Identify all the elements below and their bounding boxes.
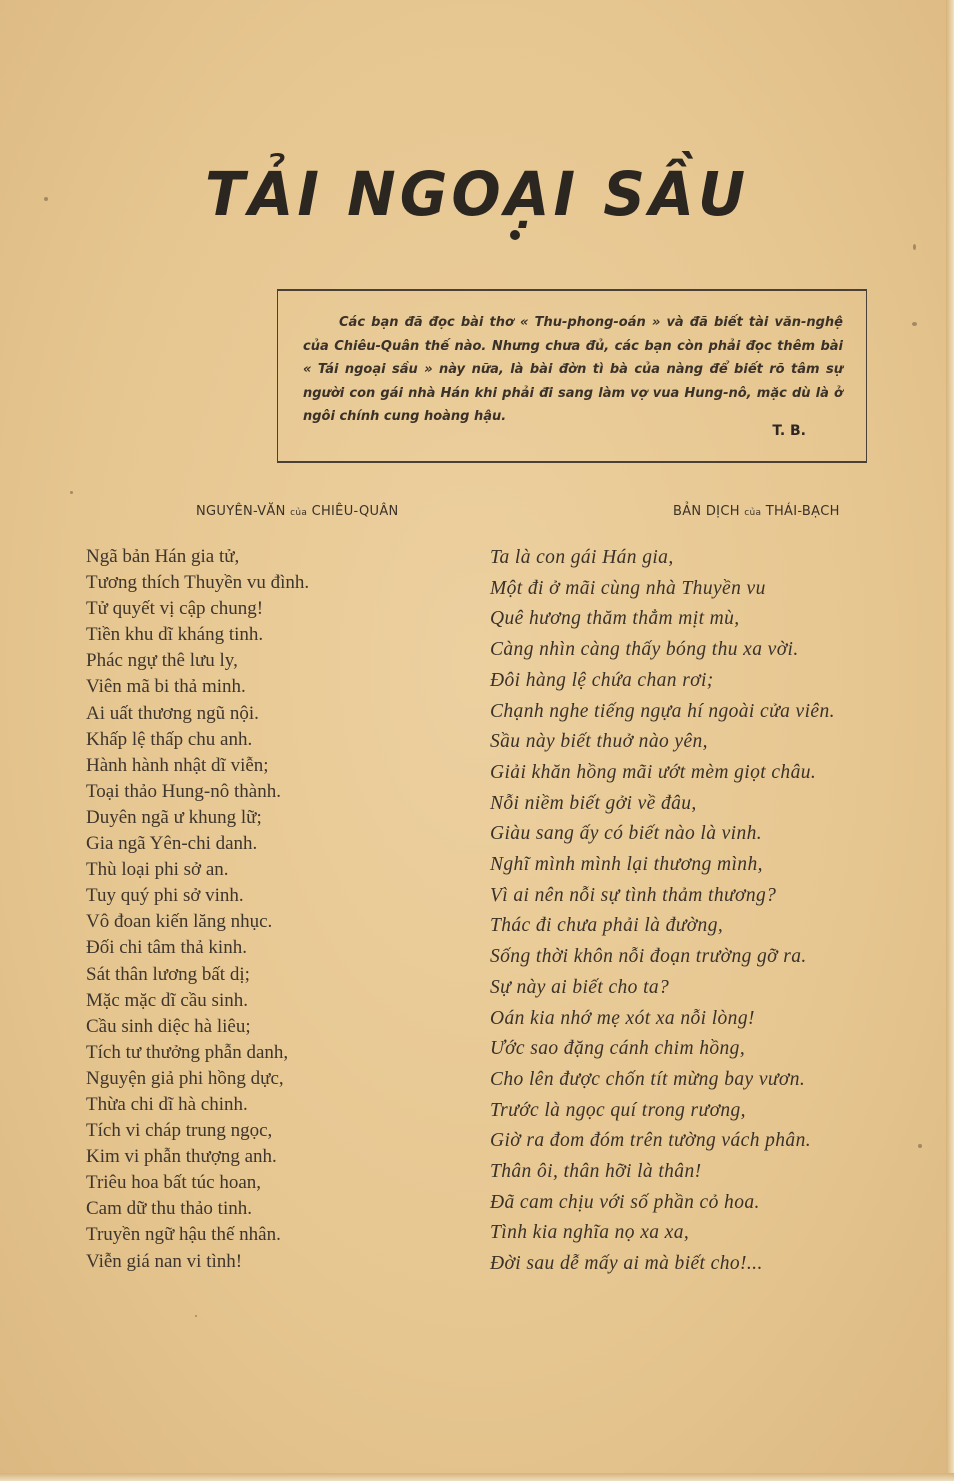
poem-line: Sự này ai biết cho ta?	[490, 976, 670, 998]
left-column-heading	[196, 504, 399, 519]
poem-line: Tử quyết vị cập chung!	[86, 598, 264, 620]
poem-line: Ước sao đặng cánh chim hồng,	[490, 1038, 746, 1060]
poem-line: Thân ôi, thân hỡi là thân!	[490, 1161, 702, 1183]
right-column-heading	[673, 504, 840, 519]
poem-line: Tương thích Thuyền vu đình.	[86, 572, 310, 594]
poem-line: Vô đoan kiến lăng nhục.	[86, 911, 273, 933]
poem-line: Đối chi tâm thả kinh.	[86, 937, 247, 959]
intro-signature: T. B.	[772, 423, 806, 439]
poem-line: Kim vi phẫn thượng anh.	[86, 1146, 277, 1168]
poem-line: Đã cam chịu với số phần cỏ hoa.	[490, 1191, 760, 1213]
poem-line: Tích tư thưởng phẫn danh,	[86, 1041, 289, 1063]
poem-line: Giờ ra đom đóm trên tường vách phân.	[490, 1130, 811, 1152]
poem-line: Tiền khu dĩ kháng tinh.	[86, 624, 264, 646]
poem-line: Càng nhìn càng thấy bóng thu xa vời.	[490, 639, 799, 661]
poem-line: Nghĩ mình mình lại thương mình,	[490, 854, 763, 876]
right-heading-of: của	[744, 508, 762, 518]
title-ornament-dot	[510, 230, 520, 240]
poem-line: Cam dữ thu thảo tinh.	[86, 1198, 252, 1220]
intro-box	[277, 289, 867, 463]
poem-line: Giàu sang ấy có biết nào là vinh.	[490, 823, 763, 845]
poem-line: Tình kia nghĩa nọ xa xa,	[490, 1222, 690, 1244]
poem-line: Sầu này biết thuở nào yên,	[490, 731, 708, 753]
poem-line: Hành hành nhật dĩ viễn;	[86, 754, 269, 776]
poem-line: Đời sau dễ mấy ai mà biết cho!...	[490, 1253, 763, 1275]
poem-line: Vì ai nên nỗi sự tình thảm thương?	[490, 884, 777, 906]
poem-line: Toại thảo Hung-nô thành.	[86, 780, 281, 802]
poem-line: Khấp lệ thấp chu anh.	[86, 728, 253, 750]
poem-line: Triêu hoa bất túc hoan,	[86, 1172, 262, 1194]
poem-line: Sát thân lương bất dị;	[86, 963, 250, 985]
poem-line: Quê hương thăm thẳm mịt mù,	[490, 608, 740, 630]
poem-line: Viên mã bi thả minh.	[86, 676, 246, 698]
poem-line: Trước là ngọc quí trong rương,	[490, 1099, 746, 1121]
intro-text: Các bạn đã đọc bài thơ « Thu-phong-oán » và đã biết tài văn-nghệ của Chiêu-Quân thế nào. Nhưng chưa đủ, các bạn còn phải đọc thêm bài « Tái ngoại sầu » này nữa, là bài đờn tì bà của nàng để biết rõ tâm sự người con gái nhà Hán khi phải đi sang làm vợ vua Hung-nô, mặc dù là ở ngôi chính cung hoàng hậu.	[303, 315, 843, 424]
poem-line: Viễn giá nan vi tình!	[86, 1250, 243, 1272]
paper-speck	[195, 1315, 197, 1317]
poem-line: Mặc mặc dĩ cầu sinh.	[86, 989, 248, 1011]
page-edge-bottom	[0, 1473, 954, 1481]
poem-line: Thác đi chưa phải là đường,	[490, 915, 724, 937]
poem-line: Thừa chi dĩ hà chinh.	[86, 1093, 248, 1115]
poem-line: Oán kia nhớ mẹ xót xa nỗi lòng!	[490, 1007, 755, 1029]
poem-line: Ngã bản Hán gia tử,	[86, 546, 240, 567]
poem-line: Chạnh nghe tiếng ngựa hí ngoài cửa viên.	[490, 700, 835, 722]
poem-line: Nỗi niềm biết gởi về đâu,	[490, 792, 697, 814]
poem-line: Nguyện giả phi hồng dực,	[86, 1067, 284, 1089]
paper-speck	[912, 322, 917, 326]
poem-line: Ai uất thương ngũ nội.	[86, 702, 259, 724]
poem-line: Cho lên được chốn tít mừng bay vươn.	[490, 1068, 806, 1090]
paper-speck	[70, 491, 73, 494]
poem-line: Sống thời khôn nỗi đoạn trường gỡ ra.	[490, 946, 807, 968]
poem-line: Tuy quý phi sở vinh.	[86, 885, 244, 907]
original-poem	[86, 544, 446, 1275]
poem-line: Tích vi cháp trung ngọc,	[86, 1120, 273, 1142]
poem-line: Cầu sinh diệc hà liêu;	[86, 1015, 251, 1037]
poem-line: Một đi ở mãi cùng nhà Thuyền vu	[490, 577, 766, 599]
left-heading-main: NGUYÊN-VĂN	[196, 504, 286, 519]
poem-line: Giải khăn hồng mãi ướt mèm giọt châu.	[490, 761, 817, 783]
page-title: TẢI NGOẠI SẦU	[204, 158, 750, 230]
paper-speck	[918, 1144, 922, 1148]
right-heading-main: BẢN DỊCH	[673, 504, 740, 519]
left-heading-author: CHIÊU-QUÂN	[311, 504, 399, 519]
poem-line: Truyền ngữ hậu thế nhân.	[86, 1224, 281, 1246]
right-heading-author: THÁI-BẠCH	[765, 504, 840, 519]
poem-line: Thù loại phi sở an.	[86, 859, 229, 881]
translated-poem	[490, 543, 880, 1280]
poem-line: Duyên ngã ư khung lữ;	[86, 806, 262, 828]
poem-line: Đôi hàng lệ chứa chan rơi;	[490, 669, 714, 691]
poem-line: Ta là con gái Hán gia,	[490, 547, 674, 568]
poem-line: Phác ngự thê lưu ly,	[86, 650, 238, 672]
poem-line: Gia ngã Yên-chi danh.	[86, 833, 258, 855]
left-heading-of: của	[290, 508, 308, 518]
paper-speck	[913, 244, 916, 250]
